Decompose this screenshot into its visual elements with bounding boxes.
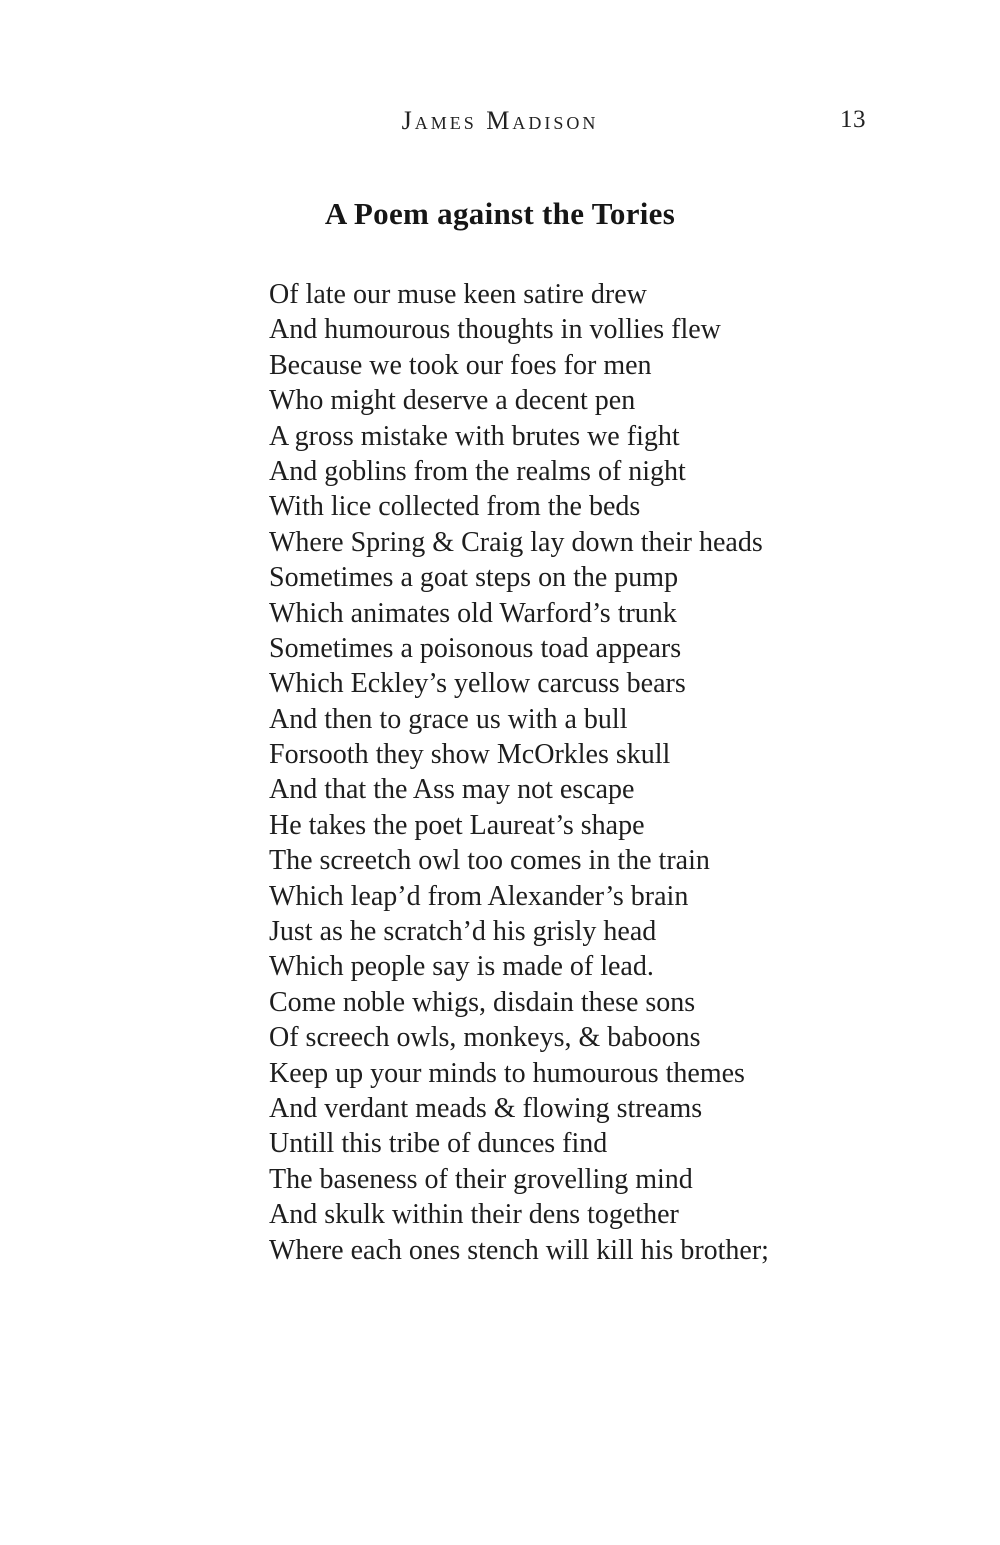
poem-line: Which leap’d from Alexander’s brain	[269, 880, 689, 912]
poem-line: Who might deserve a decent pen	[269, 385, 636, 417]
poem-line: He takes the poet Laureat’s shape	[269, 809, 645, 841]
running-head: James Madison	[401, 106, 599, 135]
poem-line: And verdant meads & flowing streams	[269, 1092, 703, 1124]
poem-line: Because we took our foes for men	[269, 349, 652, 381]
poem-line: A gross mistake with brutes we fight	[269, 420, 680, 452]
poem-line: And humourous thoughts in vollies flew	[269, 314, 721, 346]
poem-line: Come noble whigs, disdain these sons	[269, 986, 696, 1018]
poem-line: Where each ones stench will kill his brother;	[269, 1234, 769, 1266]
poem-line: The baseness of their grovelling mind	[269, 1163, 693, 1195]
poem-line: And skulk within their dens together	[269, 1199, 679, 1231]
poem-line: Which Eckley’s yellow carcuss bears	[269, 668, 686, 700]
poem-line: The screetch owl too comes in the train	[269, 845, 710, 877]
poem-line: Which people say is made of lead.	[269, 951, 654, 983]
poem-line: Where Spring & Craig lay down their heads	[269, 526, 763, 558]
poem-line: Of screech owls, monkeys, & baboons	[269, 1022, 701, 1054]
poem-line: Sometimes a poisonous toad appears	[269, 632, 682, 664]
poem-line: With lice collected from the beds	[269, 491, 641, 523]
poem-line: Which animates old Warford’s trunk	[269, 597, 677, 629]
page-header	[0, 106, 1000, 142]
poem-line: Sometimes a goat steps on the pump	[269, 562, 679, 594]
poem-line: Keep up your minds to humourous themes	[269, 1057, 745, 1089]
poem-line: Untill this tribe of dunces find	[269, 1128, 608, 1160]
poem-line: Just as he scratch’d his grisly head	[269, 916, 657, 948]
page-number: 13	[840, 106, 866, 133]
poem-line: Of late our muse keen satire drew	[269, 279, 647, 310]
poem-line: And that the Ass may not escape	[269, 774, 635, 806]
poem-title: A Poem against the Tories	[324, 196, 676, 231]
poem-line: And then to grace us with a bull	[269, 703, 628, 735]
poem-line: Forsooth they show McOrkles skull	[269, 739, 671, 771]
poem-body	[269, 277, 769, 1268]
poem-line: And goblins from the realms of night	[269, 455, 686, 487]
